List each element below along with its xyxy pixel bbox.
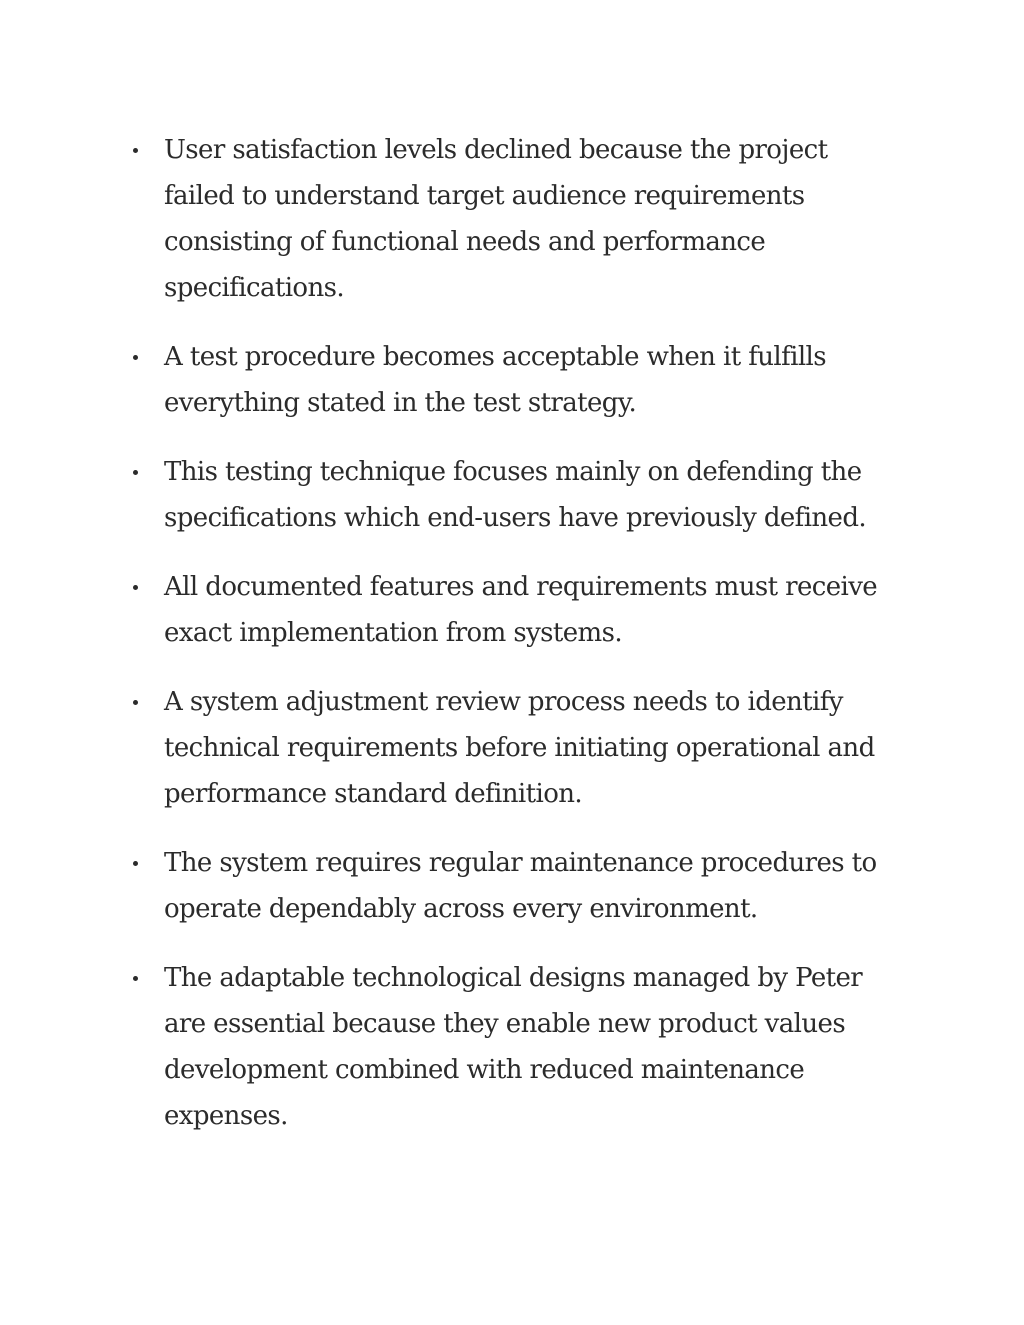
list-item-text: This testing technique focuses mainly on defending the specifications which end-users have previously defined. bbox=[164, 457, 867, 533]
list-item bbox=[164, 955, 904, 1139]
list-item-text: All documented features and requirements must receive exact implementation from systems. bbox=[164, 572, 878, 648]
list-item bbox=[164, 679, 904, 817]
list-item-text: A test procedure becomes acceptable when it fulfills everything stated in the test strategy. bbox=[164, 342, 827, 418]
list-item-text: User satisfaction levels declined because the project failed to understand target audience requirements consisting of functional needs and performance specifications. bbox=[164, 135, 828, 303]
list-item bbox=[164, 449, 904, 541]
list-item bbox=[164, 840, 904, 932]
bullet-icon bbox=[133, 700, 138, 705]
list-item bbox=[164, 127, 904, 311]
bullet-icon bbox=[133, 148, 138, 153]
bullet-icon bbox=[133, 470, 138, 475]
list-item-text: A system adjustment review process needs to identify technical requirements before initiating operational and performance standard definition. bbox=[164, 687, 875, 809]
bullet-icon bbox=[133, 355, 138, 360]
list-item-text: The adaptable technological designs managed by Peter are essential because they enable new product values development combined with reduced maintenance expenses. bbox=[164, 963, 863, 1131]
list-item-text: The system requires regular maintenance procedures to operate dependably across every environment. bbox=[164, 848, 877, 924]
list-item bbox=[164, 334, 904, 426]
list-item bbox=[164, 564, 904, 656]
bullet-icon bbox=[133, 976, 138, 981]
bullet-list bbox=[164, 127, 904, 1162]
bullet-icon bbox=[133, 861, 138, 866]
bullet-icon bbox=[133, 585, 138, 590]
